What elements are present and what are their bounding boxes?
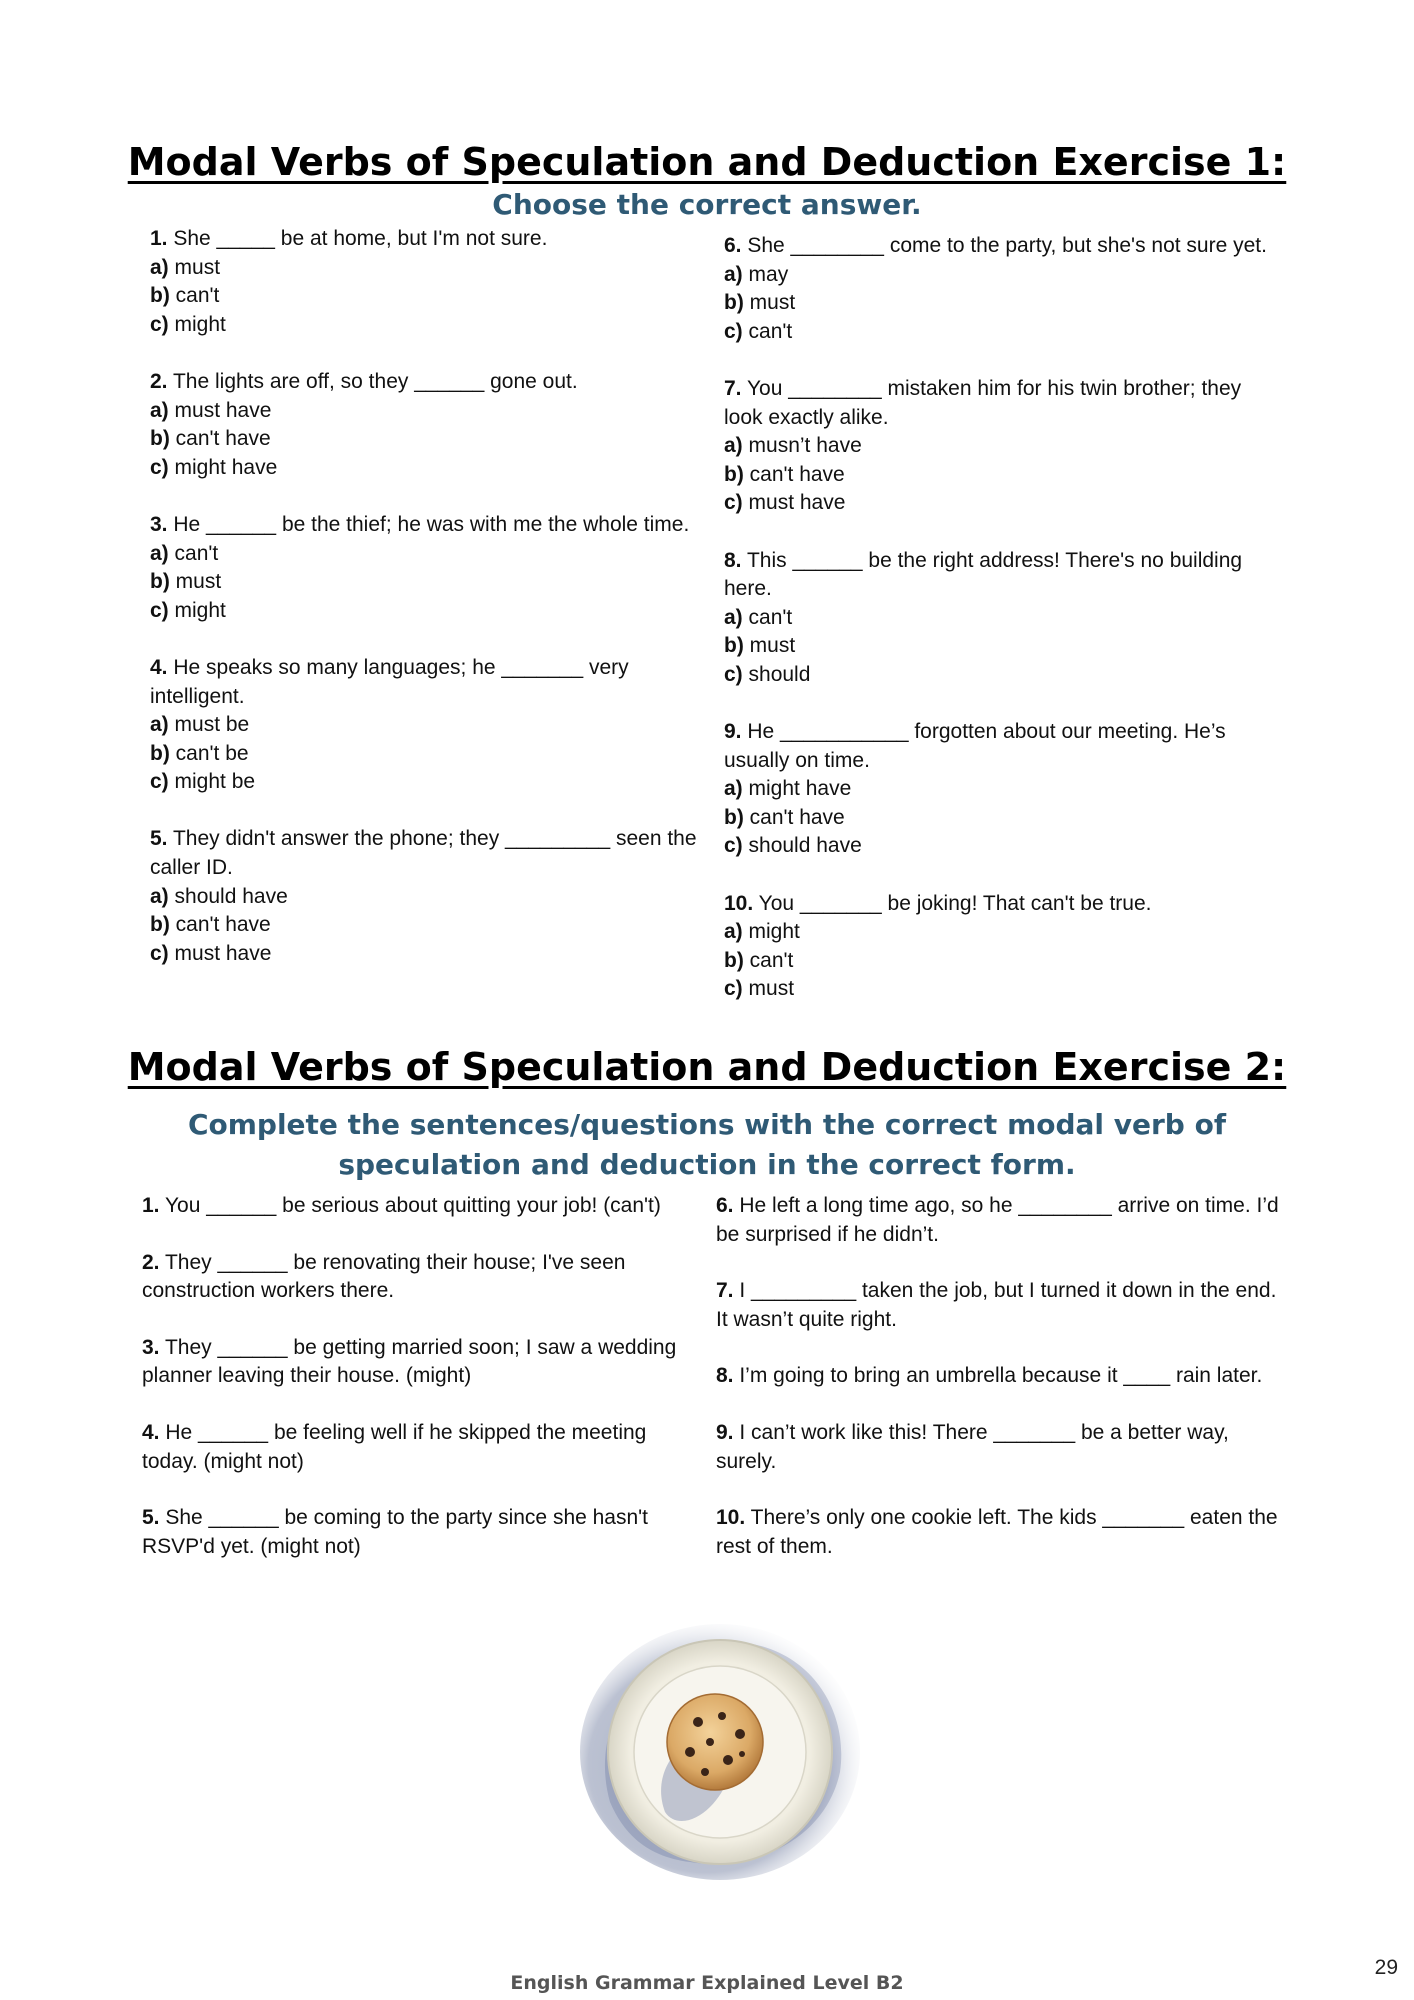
option-text: should have: [168, 884, 288, 908]
question-sentence: The lights are off, so they ______ gone out.: [167, 369, 578, 393]
option-letter: c): [724, 977, 743, 1001]
answer-option: [150, 282, 705, 311]
option-text: should have: [742, 834, 862, 858]
sentence-item: [716, 1419, 1281, 1476]
question-sentence: She _____ be at home, but I'm not sure.: [167, 227, 548, 250]
question-number: 9.: [724, 720, 742, 744]
answer-option: [724, 947, 1284, 976]
answer-option: [724, 318, 1284, 347]
answer-option: [150, 711, 705, 740]
option-letter: c): [150, 455, 169, 479]
question-number: 2.: [150, 369, 168, 393]
sentence-item: [142, 1334, 702, 1391]
answer-option: [724, 975, 1284, 1004]
answer-option: [150, 883, 705, 912]
question-block: [724, 375, 1284, 518]
question-block: [724, 890, 1284, 1004]
answer-option: [150, 254, 705, 283]
question-block: [150, 825, 705, 968]
option-letter: b): [724, 462, 744, 486]
answer-option: [724, 261, 1284, 290]
option-text: might: [742, 920, 800, 944]
answer-option: [724, 289, 1284, 318]
question-text: [724, 890, 1284, 919]
option-text: can't be: [169, 741, 249, 765]
question-block: [724, 232, 1284, 346]
option-text: must be: [168, 713, 250, 737]
answer-option: [150, 740, 705, 769]
option-text: should: [742, 662, 811, 686]
question-sentence: You _______ be joking! That can't be true.: [753, 891, 1152, 915]
question-text: [150, 511, 705, 540]
sentence-item: [716, 1277, 1281, 1334]
option-letter: a): [150, 541, 169, 565]
exercise2-right-column: [716, 1192, 1281, 1589]
exercise1-left-column: [150, 225, 705, 997]
exercise1-right-column: [724, 232, 1284, 1033]
question-text: [142, 1504, 702, 1561]
question-number: 8.: [716, 1364, 734, 1388]
sentence-item: [142, 1192, 702, 1221]
option-letter: a): [724, 605, 743, 629]
sentence-item: [716, 1192, 1281, 1249]
question-block: [150, 368, 705, 482]
option-letter: b): [150, 427, 170, 451]
question-block: [724, 718, 1284, 861]
question-number: 7.: [724, 376, 742, 400]
question-sentence: She ______ be coming to the party since she hasn't RSVP'd yet. (might not): [142, 1506, 649, 1558]
question-number: 6.: [716, 1194, 734, 1217]
option-text: can't: [169, 284, 220, 308]
option-text: can't have: [743, 462, 845, 486]
option-text: might have: [168, 455, 278, 479]
option-letter: c): [724, 491, 743, 515]
question-sentence: They ______ be renovating their house; I've seen construction workers there.: [142, 1250, 626, 1303]
sentence-item: [716, 1362, 1281, 1391]
sentence-item: [142, 1249, 702, 1306]
question-number: 9.: [716, 1420, 734, 1444]
option-text: must: [743, 291, 796, 315]
question-text: [716, 1277, 1281, 1334]
question-text: [716, 1362, 1281, 1391]
option-letter: b): [150, 570, 170, 594]
question-block: [150, 225, 705, 339]
question-text: [142, 1419, 702, 1476]
question-number: 4.: [142, 1420, 160, 1444]
question-number: 10.: [724, 891, 754, 915]
option-text: can't: [743, 948, 794, 972]
option-text: must: [168, 255, 221, 279]
question-sentence: This ______ be the right address! There's no building here.: [724, 548, 1243, 601]
option-text: can't have: [169, 913, 271, 937]
question-sentence: They ______ be getting married soon; I saw a wedding planner leaving their house. (might): [142, 1335, 677, 1388]
sentence-item: [142, 1419, 702, 1476]
option-letter: a): [724, 262, 743, 286]
option-text: must have: [168, 941, 272, 965]
option-letter: b): [150, 741, 170, 765]
question-sentence: You ______ be serious about quitting your job! (can't): [159, 1194, 661, 1217]
option-text: can't have: [169, 427, 271, 451]
option-letter: c): [724, 319, 743, 343]
option-text: might have: [742, 777, 852, 801]
question-sentence: I’m going to bring an umbrella because it ____ rain later.: [733, 1364, 1263, 1388]
question-text: [142, 1334, 702, 1391]
question-block: [150, 654, 705, 797]
option-letter: a): [150, 255, 169, 279]
answer-option: [724, 832, 1284, 861]
option-letter: b): [150, 913, 170, 937]
question-number: 5.: [150, 827, 168, 851]
exercise2-title: Modal Verbs of Speculation and Deduction Exercise 2:: [127, 1045, 1287, 1089]
footer-book-title: English Grammar Explained Level B2: [510, 1972, 904, 1994]
answer-option: [150, 311, 705, 340]
option-letter: b): [724, 805, 744, 829]
question-number: 6.: [724, 234, 742, 257]
option-letter: b): [724, 291, 744, 315]
question-sentence: He ___________ forgotten about our meeting. He’s usually on time.: [724, 720, 1226, 772]
option-text: must: [742, 977, 795, 1001]
option-letter: c): [724, 834, 743, 858]
answer-option: [724, 918, 1284, 947]
answer-option: [150, 768, 705, 797]
question-number: 5.: [142, 1506, 160, 1530]
option-text: might: [168, 312, 226, 336]
question-text: [724, 547, 1284, 604]
exercise1-title: Modal Verbs of Speculation and Deduction Exercise 1:: [127, 140, 1287, 184]
question-sentence: He speaks so many languages; he _______ very intelligent.: [150, 655, 629, 708]
option-letter: a): [150, 884, 169, 908]
question-text: [150, 225, 705, 254]
option-letter: b): [724, 634, 744, 658]
answer-option: [150, 940, 705, 969]
option-letter: a): [150, 398, 169, 422]
question-number: 1.: [150, 227, 168, 250]
option-text: can't: [742, 605, 793, 629]
option-text: must: [169, 570, 222, 594]
question-sentence: You ________ mistaken him for his twin brother; they look exactly alike.: [724, 376, 1242, 429]
answer-option: [724, 661, 1284, 690]
answer-option: [724, 461, 1284, 490]
question-number: 10.: [716, 1506, 746, 1530]
question-sentence: They didn't answer the phone; they _________ seen the caller ID.: [150, 827, 697, 880]
answer-option: [724, 604, 1284, 633]
question-block: [150, 511, 705, 625]
question-text: [716, 1192, 1281, 1249]
sentence-item: [716, 1504, 1281, 1561]
option-letter: a): [150, 713, 169, 737]
question-text: [142, 1249, 702, 1306]
page-number: 29: [1374, 1956, 1398, 1979]
question-text: [724, 375, 1284, 432]
answer-option: [150, 454, 705, 483]
question-sentence: I _________ taken the job, but I turned it down in the end. It wasn’t quite right.: [716, 1279, 1277, 1331]
question-number: 3.: [142, 1335, 160, 1359]
question-text: [150, 825, 705, 882]
answer-option: [150, 540, 705, 569]
option-text: might be: [168, 770, 256, 794]
option-text: might: [168, 598, 226, 622]
answer-option: [724, 432, 1284, 461]
option-letter: a): [724, 920, 743, 944]
answer-option: [724, 632, 1284, 661]
option-letter: b): [150, 284, 170, 308]
question-number: 4.: [150, 655, 168, 679]
exercise2-left-column: [142, 1192, 702, 1589]
option-text: can't: [168, 541, 219, 565]
option-letter: a): [724, 777, 743, 801]
question-text: [716, 1419, 1281, 1476]
question-text: [724, 718, 1284, 775]
answer-option: [724, 489, 1284, 518]
answer-option: [150, 425, 705, 454]
option-letter: c): [150, 770, 169, 794]
question-block: [724, 547, 1284, 690]
question-number: 3.: [150, 512, 168, 536]
option-text: must have: [742, 491, 846, 515]
question-number: 8.: [724, 548, 742, 572]
answer-option: [150, 597, 705, 626]
question-sentence: She ________ come to the party, but she's not sure yet.: [741, 234, 1267, 257]
option-letter: c): [150, 598, 169, 622]
option-text: must have: [168, 398, 272, 422]
question-text: [150, 654, 705, 711]
option-letter: c): [150, 312, 169, 336]
question-text: [150, 368, 705, 397]
option-text: musn’t have: [742, 434, 862, 458]
answer-option: [150, 911, 705, 940]
answer-option: [150, 568, 705, 597]
sentence-item: [142, 1504, 702, 1561]
question-number: 2.: [142, 1250, 160, 1274]
question-text: [716, 1504, 1281, 1561]
option-letter: a): [724, 434, 743, 458]
answer-option: [724, 804, 1284, 833]
question-text: [142, 1192, 702, 1221]
option-text: may: [742, 262, 789, 286]
option-text: can't have: [743, 805, 845, 829]
question-sentence: He left a long time ago, so he ________ arrive on time. I’d be surprised if he didn’t.: [716, 1194, 1279, 1246]
option-letter: c): [724, 662, 743, 686]
exercise1-instruction: Choose the correct answer.: [492, 188, 922, 221]
question-sentence: He ______ be feeling well if he skipped the meeting today. (might not): [142, 1420, 647, 1473]
question-sentence: I can’t work like this! There _______ be a better way, surely.: [716, 1420, 1229, 1473]
question-number: 1.: [142, 1194, 160, 1217]
question-sentence: There’s only one cookie left. The kids _______ eaten the rest of them.: [716, 1506, 1278, 1558]
option-text: can't: [742, 319, 793, 343]
answer-option: [150, 397, 705, 426]
exercise2-instruction: Complete the sentences/questions with the correct modal verb of speculation and deduction in the correct form.: [187, 1108, 1227, 1181]
cookie-on-plate-illustration: [570, 1612, 860, 1888]
question-text: [724, 232, 1284, 261]
question-sentence: He ______ be the thief; he was with me the whole time.: [167, 512, 690, 536]
option-letter: c): [150, 941, 169, 965]
question-number: 7.: [716, 1279, 734, 1303]
option-letter: b): [724, 948, 744, 972]
answer-option: [724, 775, 1284, 804]
option-text: must: [743, 634, 796, 658]
